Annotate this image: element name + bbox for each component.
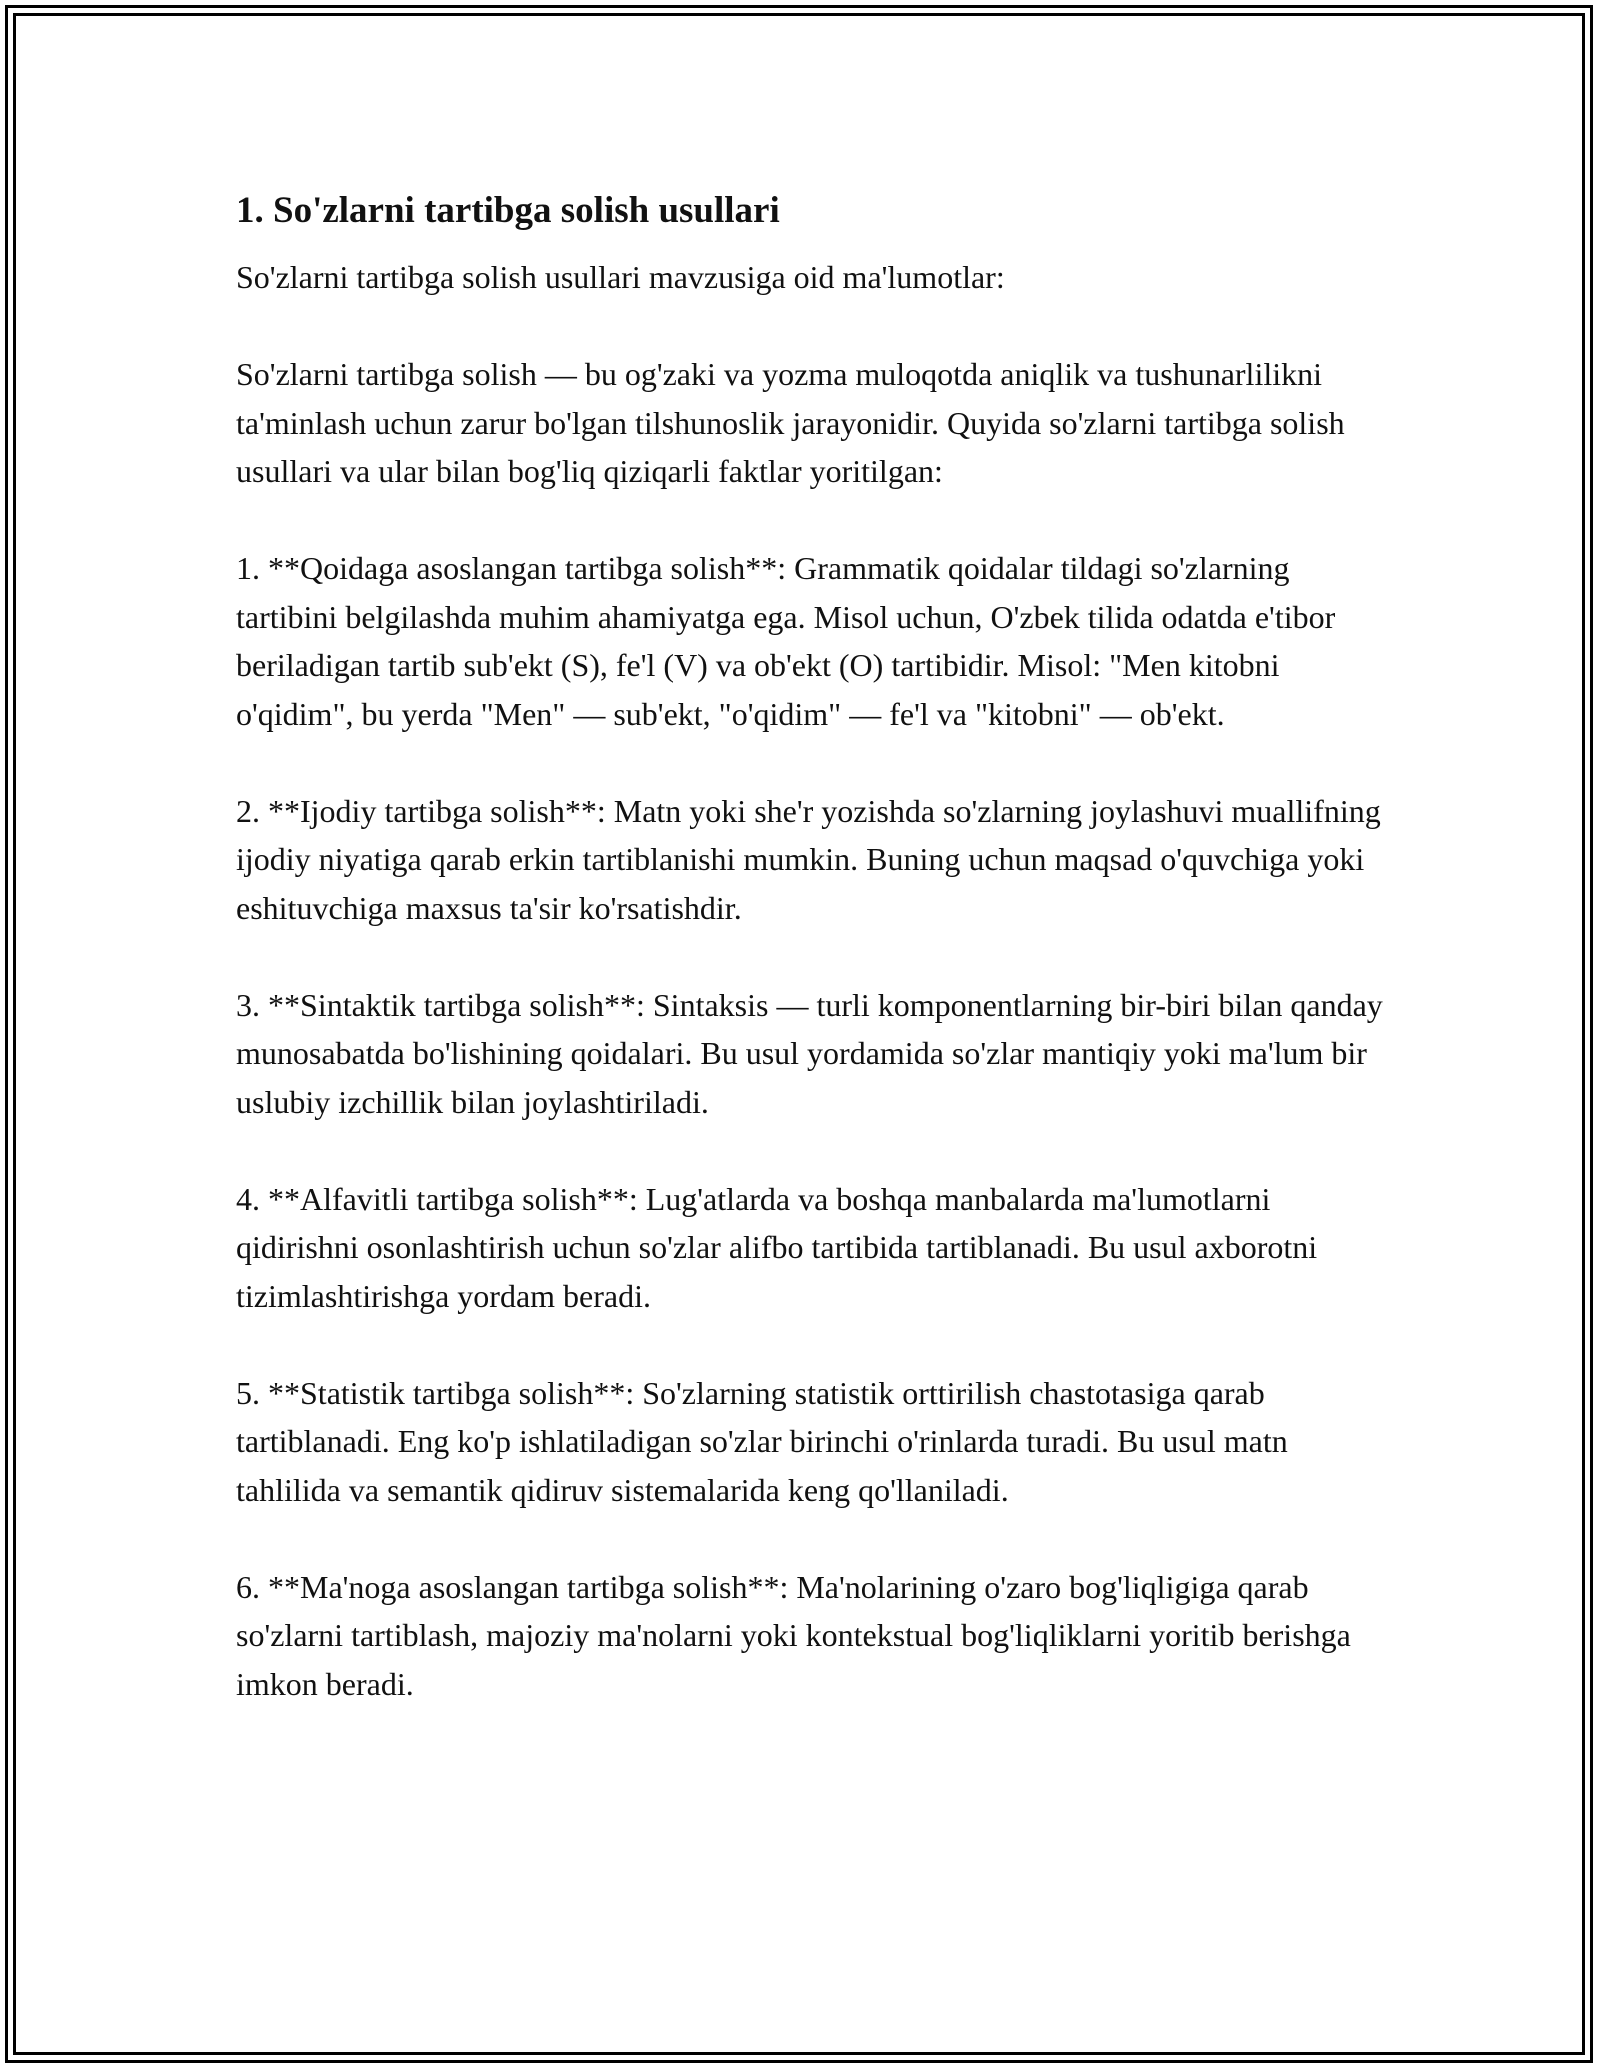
- document-body: [236, 187, 1386, 1757]
- list-item-statistical: 5. **Statistik tartibga solish**: So'zlarning statistik orttirilish chastotasiga qarab tartiblanadi. Eng ko'p ishlatiladigan so'zlar birinchi o'rinlarda turadi. Bu usul matn tahlilida va semantik qidiruv sistemalarida keng qo'llaniladi.: [236, 1374, 1288, 1508]
- list-item-alphabetical: 4. **Alfavitli tartibga solish**: Lug'atlarda va boshqa manbalarda ma'lumotlarni qidirishni osonlashtirish uchun so'zlar alifbo tartibida tartiblanadi. Bu usul axborotni tizimlashtirishga yordam beradi.: [236, 1180, 1318, 1314]
- intro-paragraph: So'zlarni tartibga solish usullari mavzusiga oid ma'lumotlar:: [236, 259, 1005, 295]
- overview-paragraph: So'zlarni tartibga solish — bu og'zaki va yozma muloqotda aniqlik va tushunarlilikni ta'minlash uchun zarur bo'lgan tilshunoslik jarayonidir. Quyida so'zlarni tartibga solish usullari va ular bilan bog'liq qiziqarli faktlar yoritilgan:: [236, 356, 1345, 489]
- list-item-creative: 2. **Ijodiy tartibga solish**: Matn yoki she'r yozishda so'zlarning joylashuvi muallifning ijodiy niyatiga qarab erkin tartiblanishi mumkin. Buning uchun maqsad o'quvchiga yoki eshituvchiga maxsus ta'sir ko'rsatishdir.: [236, 792, 1381, 926]
- list-item-rule-based: 1. **Qoidaga asoslangan tartibga solish**: Grammatik qoidalar tildagi so'zlarning tartibini belgilashda muhim ahamiyatga ega. Misol uchun, O'zbek tilida odatda e'tibor beriladigan tartib sub'ekt (S), fe'l (V) va ob'ekt (O) tartibidir. Misol: "Men kitobni o'qidim", bu yerda "Men" — sub'ekt, "o'qidim" — fe'l va "kitobni" — ob'ekt.: [236, 550, 1336, 732]
- document-title: 1. So'zlarni tartibga solish usullari: [236, 190, 780, 231]
- list-item-meaning-based: 6. **Ma'noga asoslangan tartibga solish**: Ma'nolarining o'zaro bog'liqligiga qarab so'zlarni tartiblash, majoziy ma'nolarni yoki kontekstual bog'liqliklarni yoritib berishga imkon beradi.: [236, 1568, 1351, 1702]
- list-item-syntactic: 3. **Sintaktik tartibga solish**: Sintaksis — turli komponentlarning bir-biri bilan qanday munosabatda bo'lishining qoidalari. Bu usul yordamida so'zlar mantiqiy yoki ma'lum bir uslubiy izchillik bilan joylashtiriladi.: [236, 986, 1383, 1120]
